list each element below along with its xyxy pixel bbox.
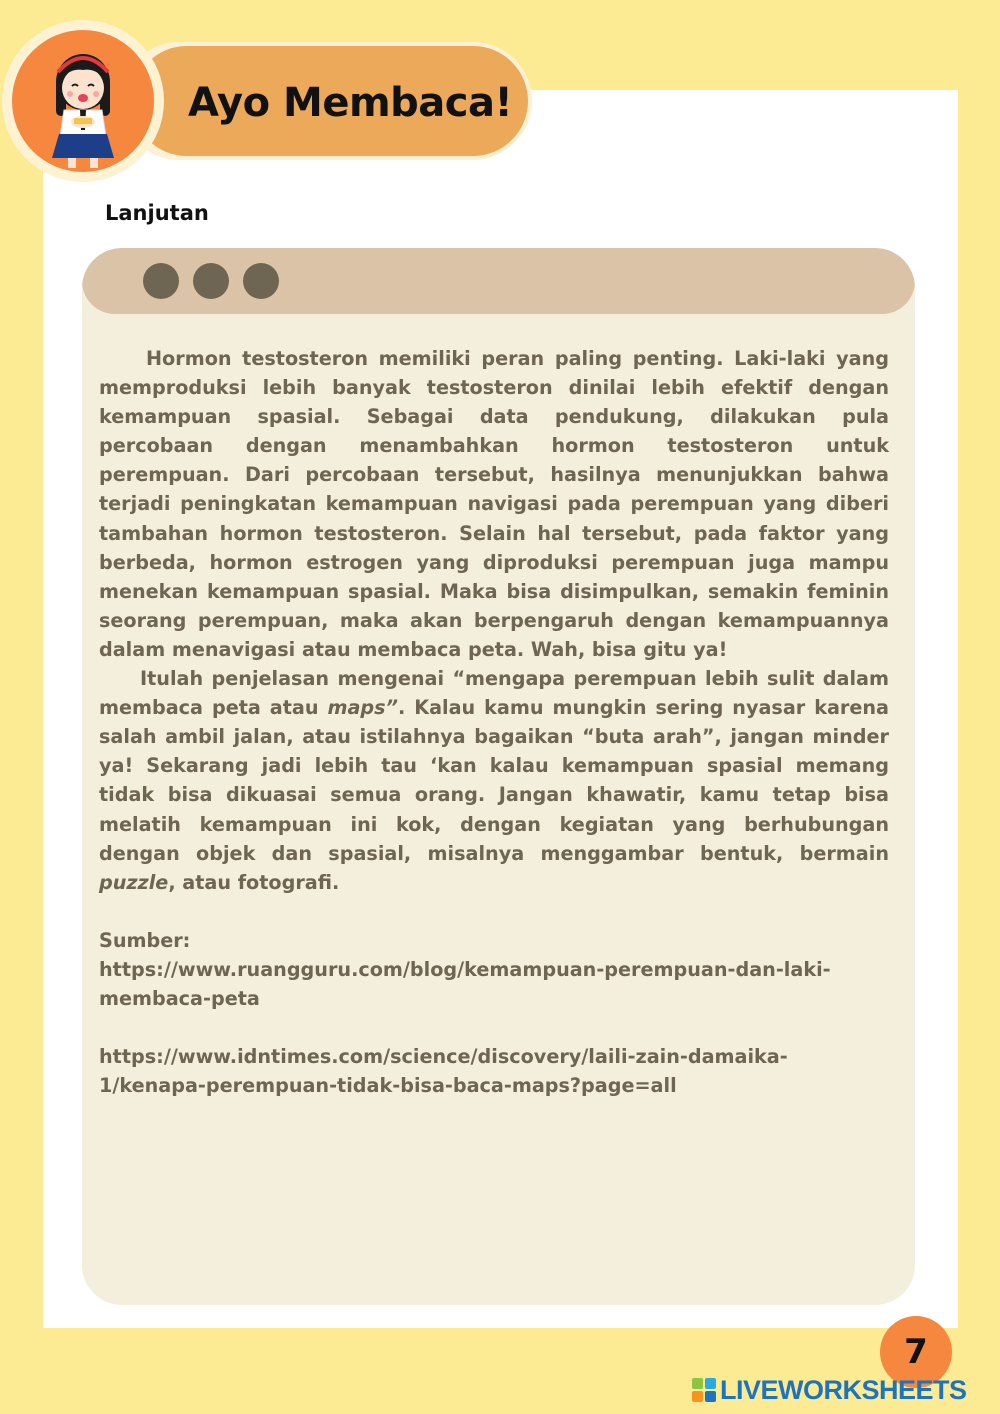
liveworksheets-brand: LIVEWORKSHEETS bbox=[720, 1374, 967, 1405]
card-window-bar bbox=[82, 248, 915, 314]
section-subtitle: Lanjutan bbox=[105, 201, 209, 225]
article-card bbox=[82, 248, 915, 1305]
window-dot-icon bbox=[143, 263, 179, 299]
window-dot-icon bbox=[243, 263, 279, 299]
window-dot-icon bbox=[193, 263, 229, 299]
liveworksheets-logo bbox=[692, 1374, 992, 1406]
page-number-badge: 7 bbox=[880, 1316, 952, 1388]
liveworksheets-logo-icon bbox=[692, 1378, 716, 1402]
article-paragraph-2: Itulah penjelasan mengenai “mengapa perempuan lebih sulit dalam membaca peta atau maps”. Kalau kamu mungkin sering nyasar karena salah ambil jalan, atau istilahnya bagaikan “buta arah”, jangan minder ya! Sekarang jadi lebih tau ‘kan kalau kemampuan spasial memang tidak bisa dikuasai semua orang. Jangan khawatir, kamu tetap bisa melatih kemampuan ini kok, dengan kegiatan yang berhubungan dengan objek dan spasial, misalnya menggambar bentuk, bermain puzzle, atau fotografi. bbox=[99, 667, 890, 894]
article-paragraph-1: Hormon testosteron memiliki peran paling penting. Laki-laki yang memproduksi lebih banyak testosteron dinilai lebih efektif dengan kemampuan spasial. Sebagai data pendukung, dilakukan pula percobaan dengan menambahkan hormon testosteron untuk perempuan. Dari percobaan tersebut, hasilnya menunjukkan bahwa terjadi peningkatan kemampuan navigasi pada perempuan yang diberi tambahan hormon testosteron. Selain hal tersebut, pada faktor yang berbeda, hormon estrogen yang diproduksi perempuan juga mampu menekan kemampuan spasial. Maka bisa disimpulkan, semakin feminin seorang perempuan, maka akan berpengaruh dengan kemampuannya dalam menavigasi atau membaca peta. Wah, bisa gitu ya! bbox=[99, 347, 889, 661]
page-title: Ayo Membaca! bbox=[188, 80, 513, 126]
source-block bbox=[99, 926, 889, 1013]
source-label: Sumber: bbox=[99, 928, 191, 952]
source-link-1[interactable]: https://www.ruangguru.com/blog/kemampuan-perempuan-dan-laki-membaca-peta bbox=[99, 957, 831, 1010]
article-body bbox=[99, 344, 889, 1100]
student-girl-icon bbox=[12, 30, 154, 172]
avatar bbox=[12, 30, 154, 172]
source-link-2[interactable]: https://www.idntimes.com/science/discovery/laili-zain-damaika-1/kenapa-perempuan-tidak-bisa-baca-maps?page=all bbox=[99, 1045, 788, 1098]
